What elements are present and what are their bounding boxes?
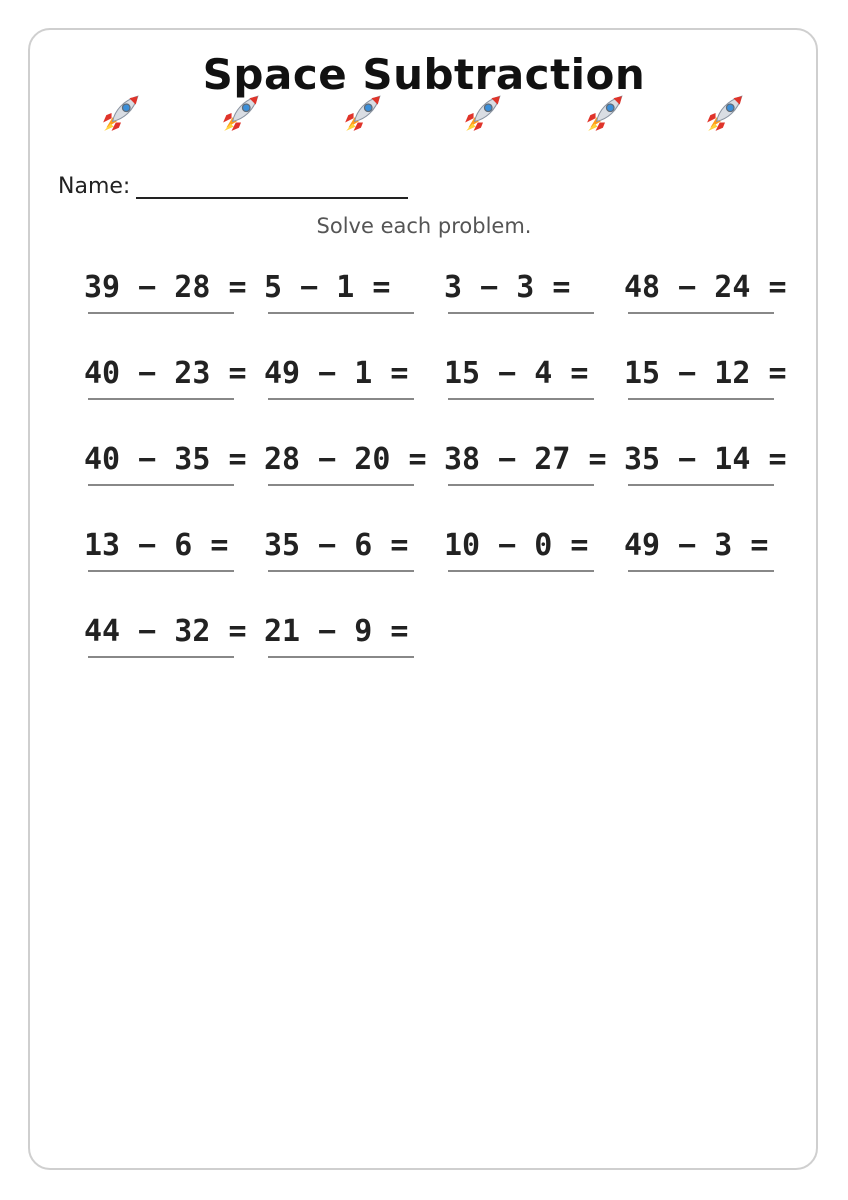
rocket-icon [220,92,262,134]
answer-line[interactable] [268,570,414,572]
answer-line[interactable] [88,398,234,400]
problem-expression: 15 − 12 = [624,356,787,391]
problem-expression: 38 − 27 = [444,442,607,477]
page-title: Space Subtraction [202,50,646,99]
problem-item [624,528,794,578]
problem-expression: 35 − 14 = [624,442,787,477]
problem-item [444,270,614,320]
problem-item [264,356,434,406]
problem-item [264,442,434,492]
problem-expression: 39 − 28 = [84,270,247,305]
problem-item [624,270,794,320]
problem-item [624,442,794,492]
rocket-icon [584,92,626,134]
answer-line[interactable] [448,484,594,486]
answer-line[interactable] [88,312,234,314]
problem-expression: 44 − 32 = [84,614,247,649]
problem-expression: 5 − 1 = [264,270,391,305]
answer-line[interactable] [628,312,774,314]
instructions: Solve each problem. [316,214,532,238]
answer-line[interactable] [448,398,594,400]
problem-expression: 49 − 1 = [264,356,409,391]
worksheet-border [28,28,818,1170]
rocket-icon [462,92,504,134]
problem-item [264,270,434,320]
answer-line[interactable] [268,484,414,486]
problem-item [264,528,434,578]
problem-expression: 28 − 20 = [264,442,427,477]
answer-line[interactable] [448,570,594,572]
problem-expression: 49 − 3 = [624,528,769,563]
answer-line[interactable] [448,312,594,314]
problem-item [444,356,614,406]
answer-line[interactable] [88,656,234,658]
rocket-icon [704,92,746,134]
answer-line[interactable] [268,312,414,314]
problem-expression: 13 − 6 = [84,528,229,563]
rocket-icon [342,92,384,134]
problem-item [84,528,254,578]
answer-line[interactable] [268,656,414,658]
answer-line[interactable] [628,484,774,486]
problem-item [84,356,254,406]
answer-line[interactable] [628,570,774,572]
problem-expression: 21 − 9 = [264,614,409,649]
problem-expression: 10 − 0 = [444,528,589,563]
rocket-decoration-row [0,92,848,136]
name-blank-line[interactable] [136,175,408,199]
answer-line[interactable] [628,398,774,400]
name-label: Name: [58,174,131,199]
answer-line[interactable] [88,570,234,572]
problem-item [444,528,614,578]
problem-item [84,442,254,492]
problem-expression: 48 − 24 = [624,270,787,305]
rocket-icon [100,92,142,134]
problem-expression: 40 − 23 = [84,356,247,391]
problem-item [84,614,254,664]
problem-expression: 40 − 35 = [84,442,247,477]
problem-expression: 3 − 3 = [444,270,571,305]
problem-item [444,442,614,492]
answer-line[interactable] [268,398,414,400]
answer-line[interactable] [88,484,234,486]
problem-expression: 15 − 4 = [444,356,589,391]
problem-item [264,614,434,664]
problem-item [624,356,794,406]
problem-item [84,270,254,320]
problem-expression: 35 − 6 = [264,528,409,563]
name-field [58,174,408,199]
